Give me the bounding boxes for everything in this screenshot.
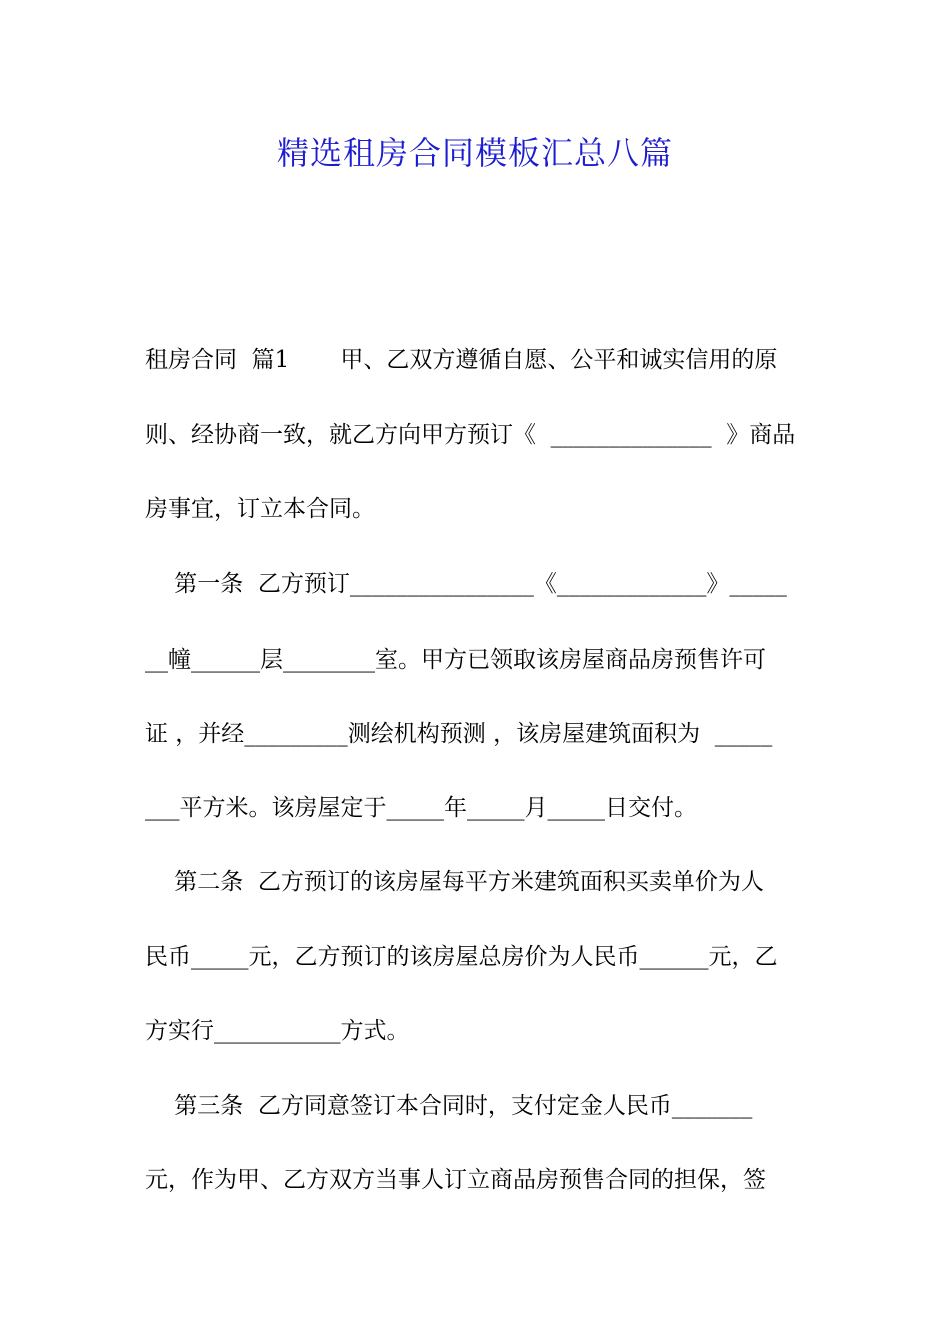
- document-title: 精选租房合同模板汇总八篇: [276, 134, 673, 172]
- article-3-line-2: 元，作为甲、乙方双方当事人订立商品房预售合同的担保，签: [145, 1167, 766, 1193]
- article-2-line-1: 第二条 乙方预订的该房屋每平方米建筑面积买卖单价为人: [145, 869, 764, 895]
- article-2-line-3: 方实行___________方式。: [145, 1018, 410, 1044]
- article-1-line-3: 证 ，并经_________测绘机构预测 ，该房屋建筑面积为 _____: [145, 721, 773, 747]
- article-3-line-1: 第三条 乙方同意签订本合同时，支付定金人民币_______: [145, 1093, 753, 1119]
- body-line-3: 房事宜，订立本合同。: [145, 496, 375, 522]
- article-1-line-1: 第一条 乙方预订________________《_____________》_____: [145, 571, 787, 597]
- article-1-line-4: ___平方米。该房屋定于_____年_____月_____日交付。: [145, 795, 697, 821]
- article-2-line-2: 民币_____元，乙方预订的该房屋总房价为人民币______元，乙: [145, 944, 778, 970]
- body-line-2: 则、经协商一致，就乙方向甲方预订《 ______________ 》商品: [145, 422, 796, 448]
- article-1-line-2: __幢______层________室。甲方已领取该房屋商品房预售许可: [145, 647, 766, 673]
- body-line-1: 租房合同 篇1 甲、乙双方遵循自愿、公平和诚实信用的原: [145, 347, 778, 373]
